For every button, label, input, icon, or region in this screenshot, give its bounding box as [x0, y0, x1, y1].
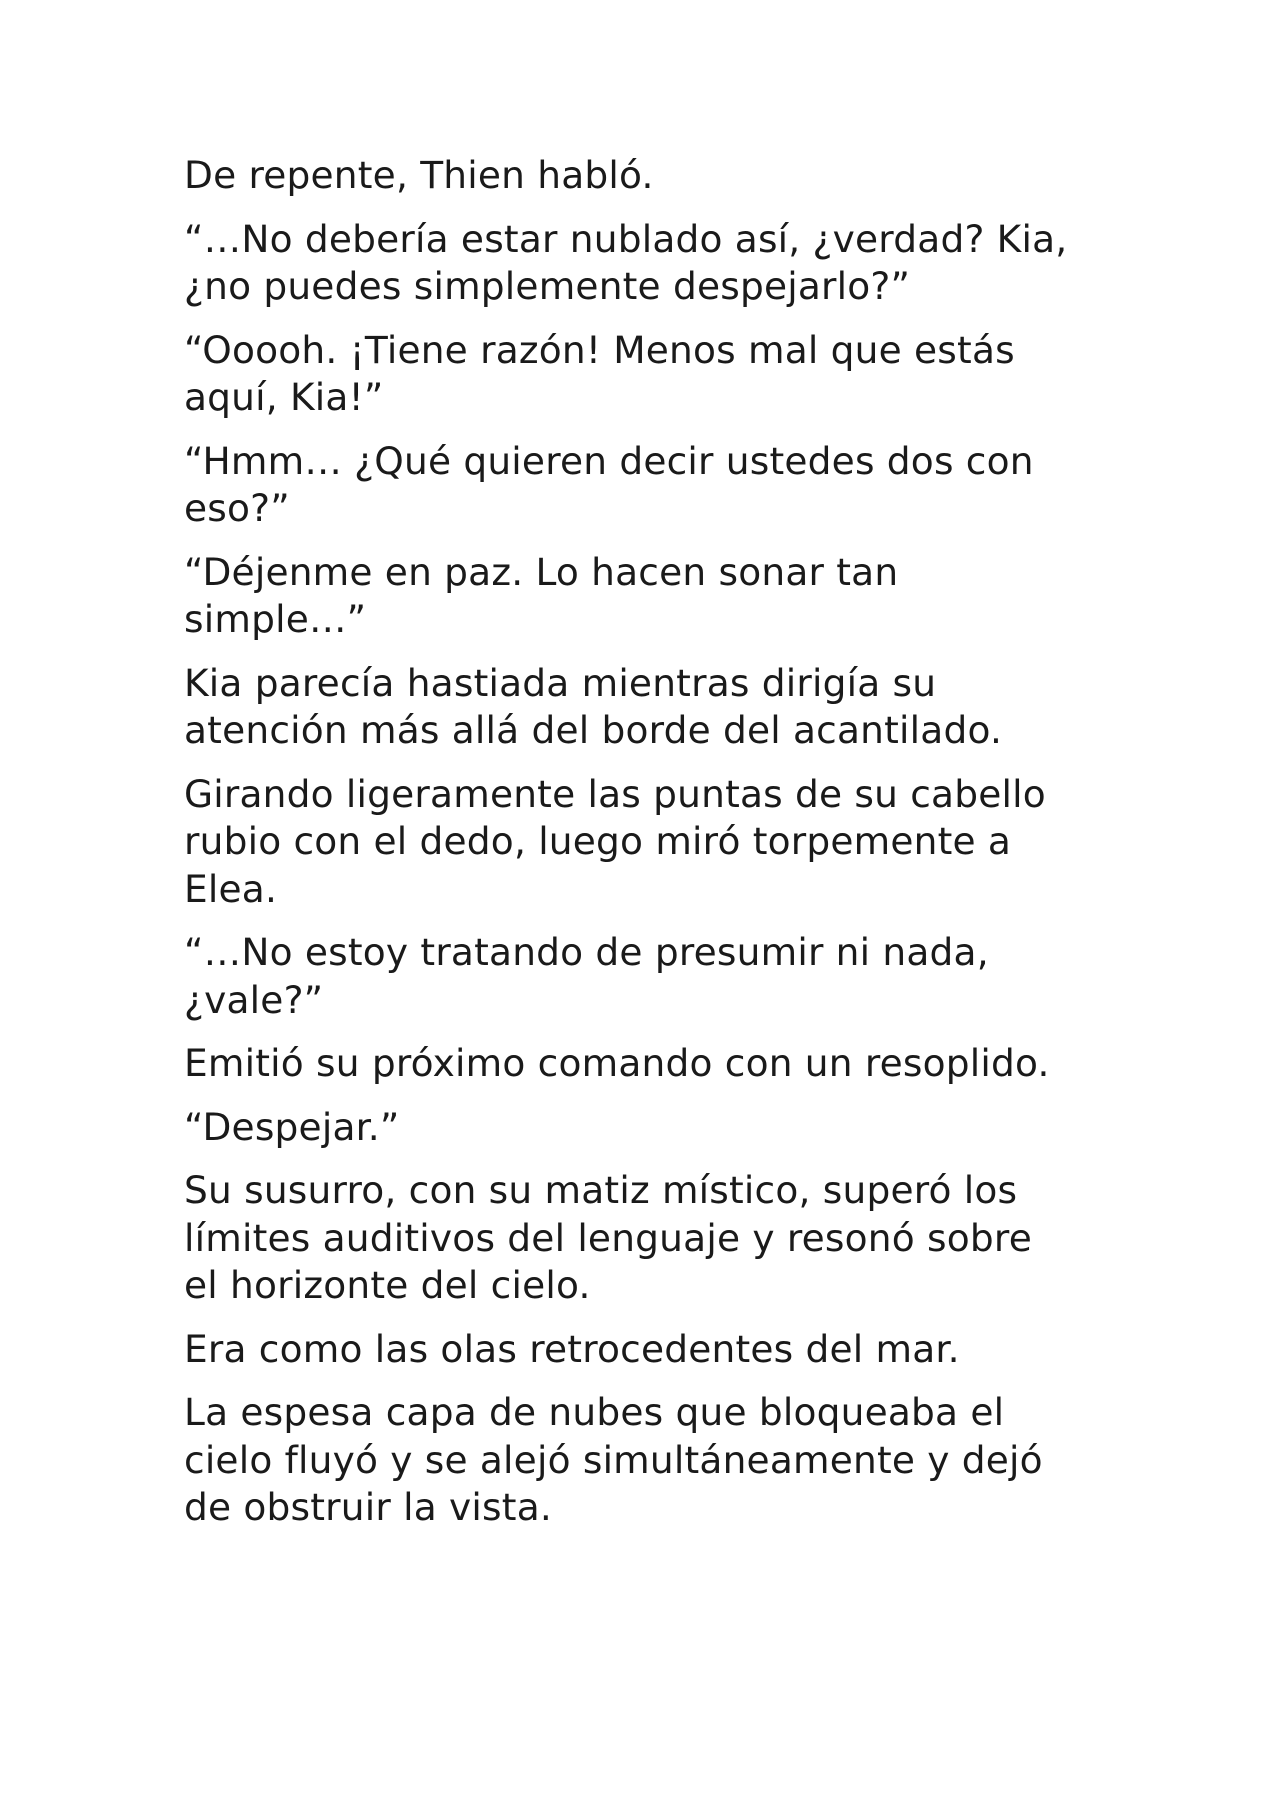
paragraph: Emitió su próximo comando con un resoplido.	[184, 1041, 1050, 1085]
paragraph: “…No estoy tratando de presumir ni nada, ¿vale?”	[184, 930, 989, 1022]
paragraph: “Hmm… ¿Qué quieren decir ustedes dos con eso?”	[184, 438, 1034, 530]
paragraph: “Déjenme en paz. Lo hacen sonar tan simple…”	[184, 549, 899, 641]
paragraph: Girando ligeramente las puntas de su cabello rubio con el dedo, luego miró torpemente a Elea.	[184, 771, 1046, 911]
paragraph: Era como las olas retrocedentes del mar.	[184, 1326, 960, 1371]
paragraph: “…No debería estar nublado así, ¿verdad? Kia, ¿no puedes simplemente despejarlo?”	[184, 216, 1068, 308]
paragraph: Kia parecía hastiada mientras dirigía su atención más allá del borde del acantilado.	[184, 660, 1003, 752]
paragraph: De repente, Thien habló.	[184, 153, 654, 197]
paragraph: “Ooooh. ¡Tiene razón! Menos mal que estás aquí, Kia!”	[184, 327, 1015, 419]
paragraph: La espesa capa de nubes que bloqueaba el cielo fluyó y se alejó simultáneamente y dejó de obstruir la vista.	[184, 1390, 1043, 1529]
paragraph: Su susurro, con su matiz místico, superó los límites auditivos del lenguaje y resonó sobre el horizonte del cielo.	[184, 1168, 1032, 1307]
body-text	[184, 152, 1124, 1548]
paragraph: “Despejar.”	[184, 1104, 400, 1149]
